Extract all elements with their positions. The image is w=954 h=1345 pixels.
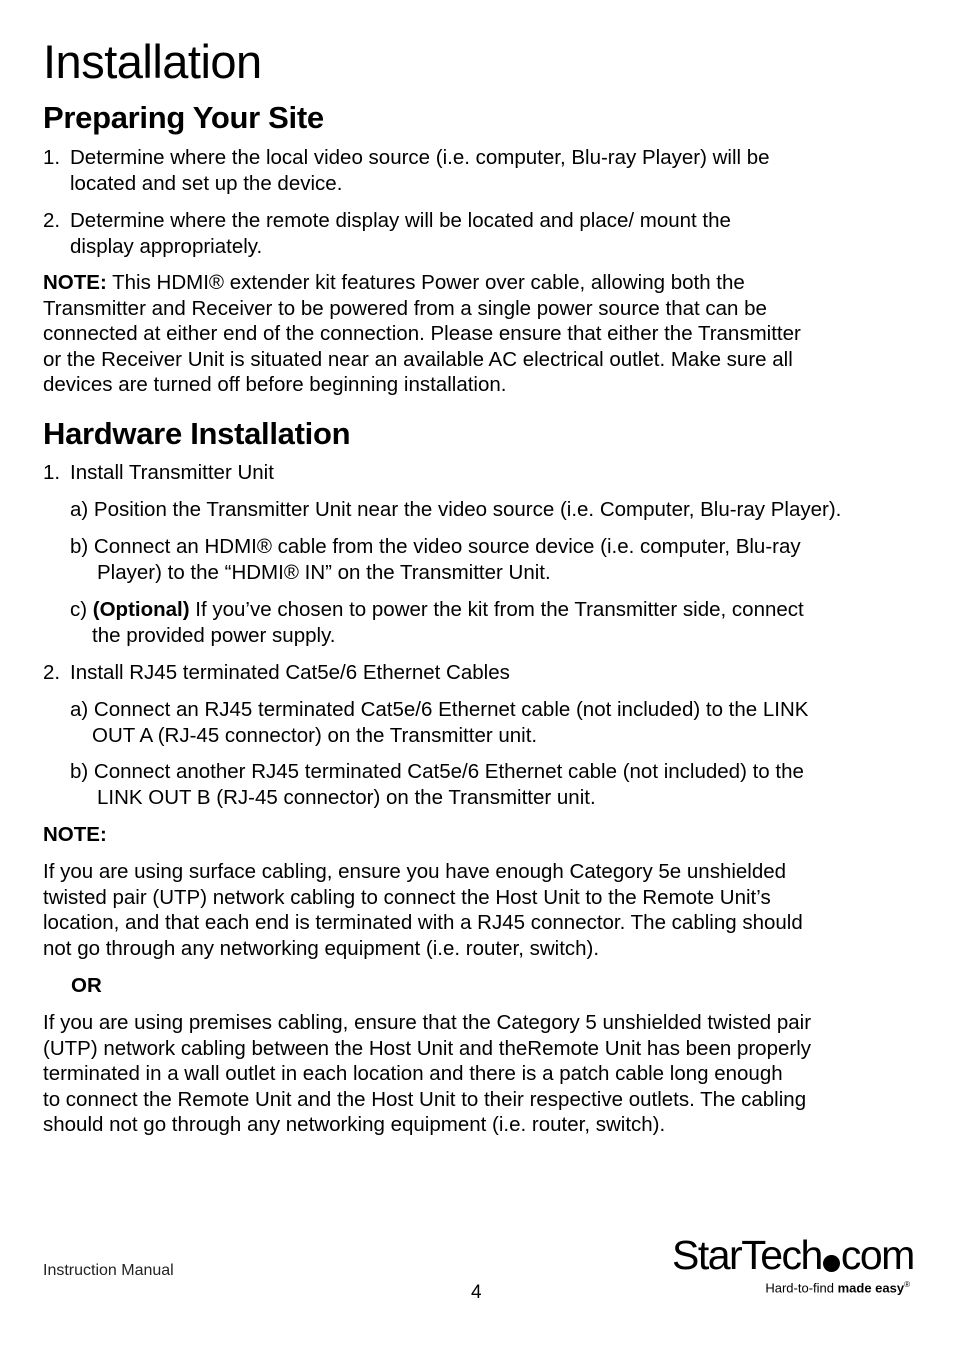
list-item: 1. Install Transmitter Unit (43, 461, 274, 484)
section-heading-hardware: Hardware Installation (43, 416, 351, 451)
section-heading-preparing: Preparing Your Site (43, 100, 324, 135)
sub-step: a) Position the Transmitter Unit near the video source (i.e. Computer, Blu-ray Player). (70, 498, 842, 521)
or-label: OR (71, 974, 102, 997)
logo-tagline: Hard-to-find made easy® (765, 1280, 910, 1296)
footer-manual-label: Instruction Manual (43, 1262, 174, 1279)
startech-logo (668, 1232, 918, 1302)
sub-step: a) Connect an RJ45 terminated Cat5e/6 Ethernet cable (not included) to the LINK OUT A (RJ-45 connector) on the Transmitter unit. (70, 698, 809, 747)
sub-step: b) Connect another RJ45 terminated Cat5e/6 Ethernet cable (not included) to the LINK OUT B (RJ-45 connector) on the Transmitter unit. (70, 760, 804, 809)
sub-step: b) Connect an HDMI® cable from the video source device (i.e. computer, Blu-ray Player) to the “HDMI® IN” on the Transmitter Unit. (70, 535, 801, 584)
note-label: NOTE: (43, 271, 107, 294)
paragraph: If you are using premises cabling, ensure that the Category 5 unshielded twisted pair (UTP) network cabling between the Host Unit and theRemote Unit has been properly terminated in a wall outlet in each location and there is a patch cable long enough to connect the Remote Unit and the Host Unit to their respective outlets. The cabling should not go through any networking equipment (i.e. router, switch). (43, 1011, 812, 1137)
logo-dot-icon (823, 1255, 840, 1272)
page-number: 4 (471, 1282, 482, 1303)
note-label: NOTE: (43, 823, 107, 846)
note-paragraph: NOTE: This HDMI® extender kit features Power over cable, allowing both the Transmitter and Receiver to be powered from a single power source that can be connected at either end of the connection. Please ensure that either the Transmitter or the Receiver Unit is situated near an available AC electrical outlet. Make sure all devices are turned off before beginning installation. (43, 271, 801, 397)
list-item: 2. Determine where the remote display will be located and place/ mount the display appropriately. (43, 209, 731, 258)
page-title: Installation (43, 35, 262, 88)
list-item: 2. Install RJ45 terminated Cat5e/6 Ethernet Cables (43, 661, 510, 684)
logo-wordmark: StarTech com (672, 1232, 914, 1278)
list-item: 1. Determine where the local video source (i.e. computer, Blu-ray Player) will be located and set up the device. (43, 146, 770, 195)
paragraph: If you are using surface cabling, ensure you have enough Category 5e unshielded twisted pair (UTP) network cabling to connect the Host Unit to the Remote Unit’s location, and that each end is terminated with a RJ45 connector. The cabling should not go through any networking equipment (i.e. router, switch). (43, 860, 803, 960)
sub-step: c) (Optional) If you’ve chosen to power the kit from the Transmitter side, connect the provided power supply. (70, 598, 804, 647)
